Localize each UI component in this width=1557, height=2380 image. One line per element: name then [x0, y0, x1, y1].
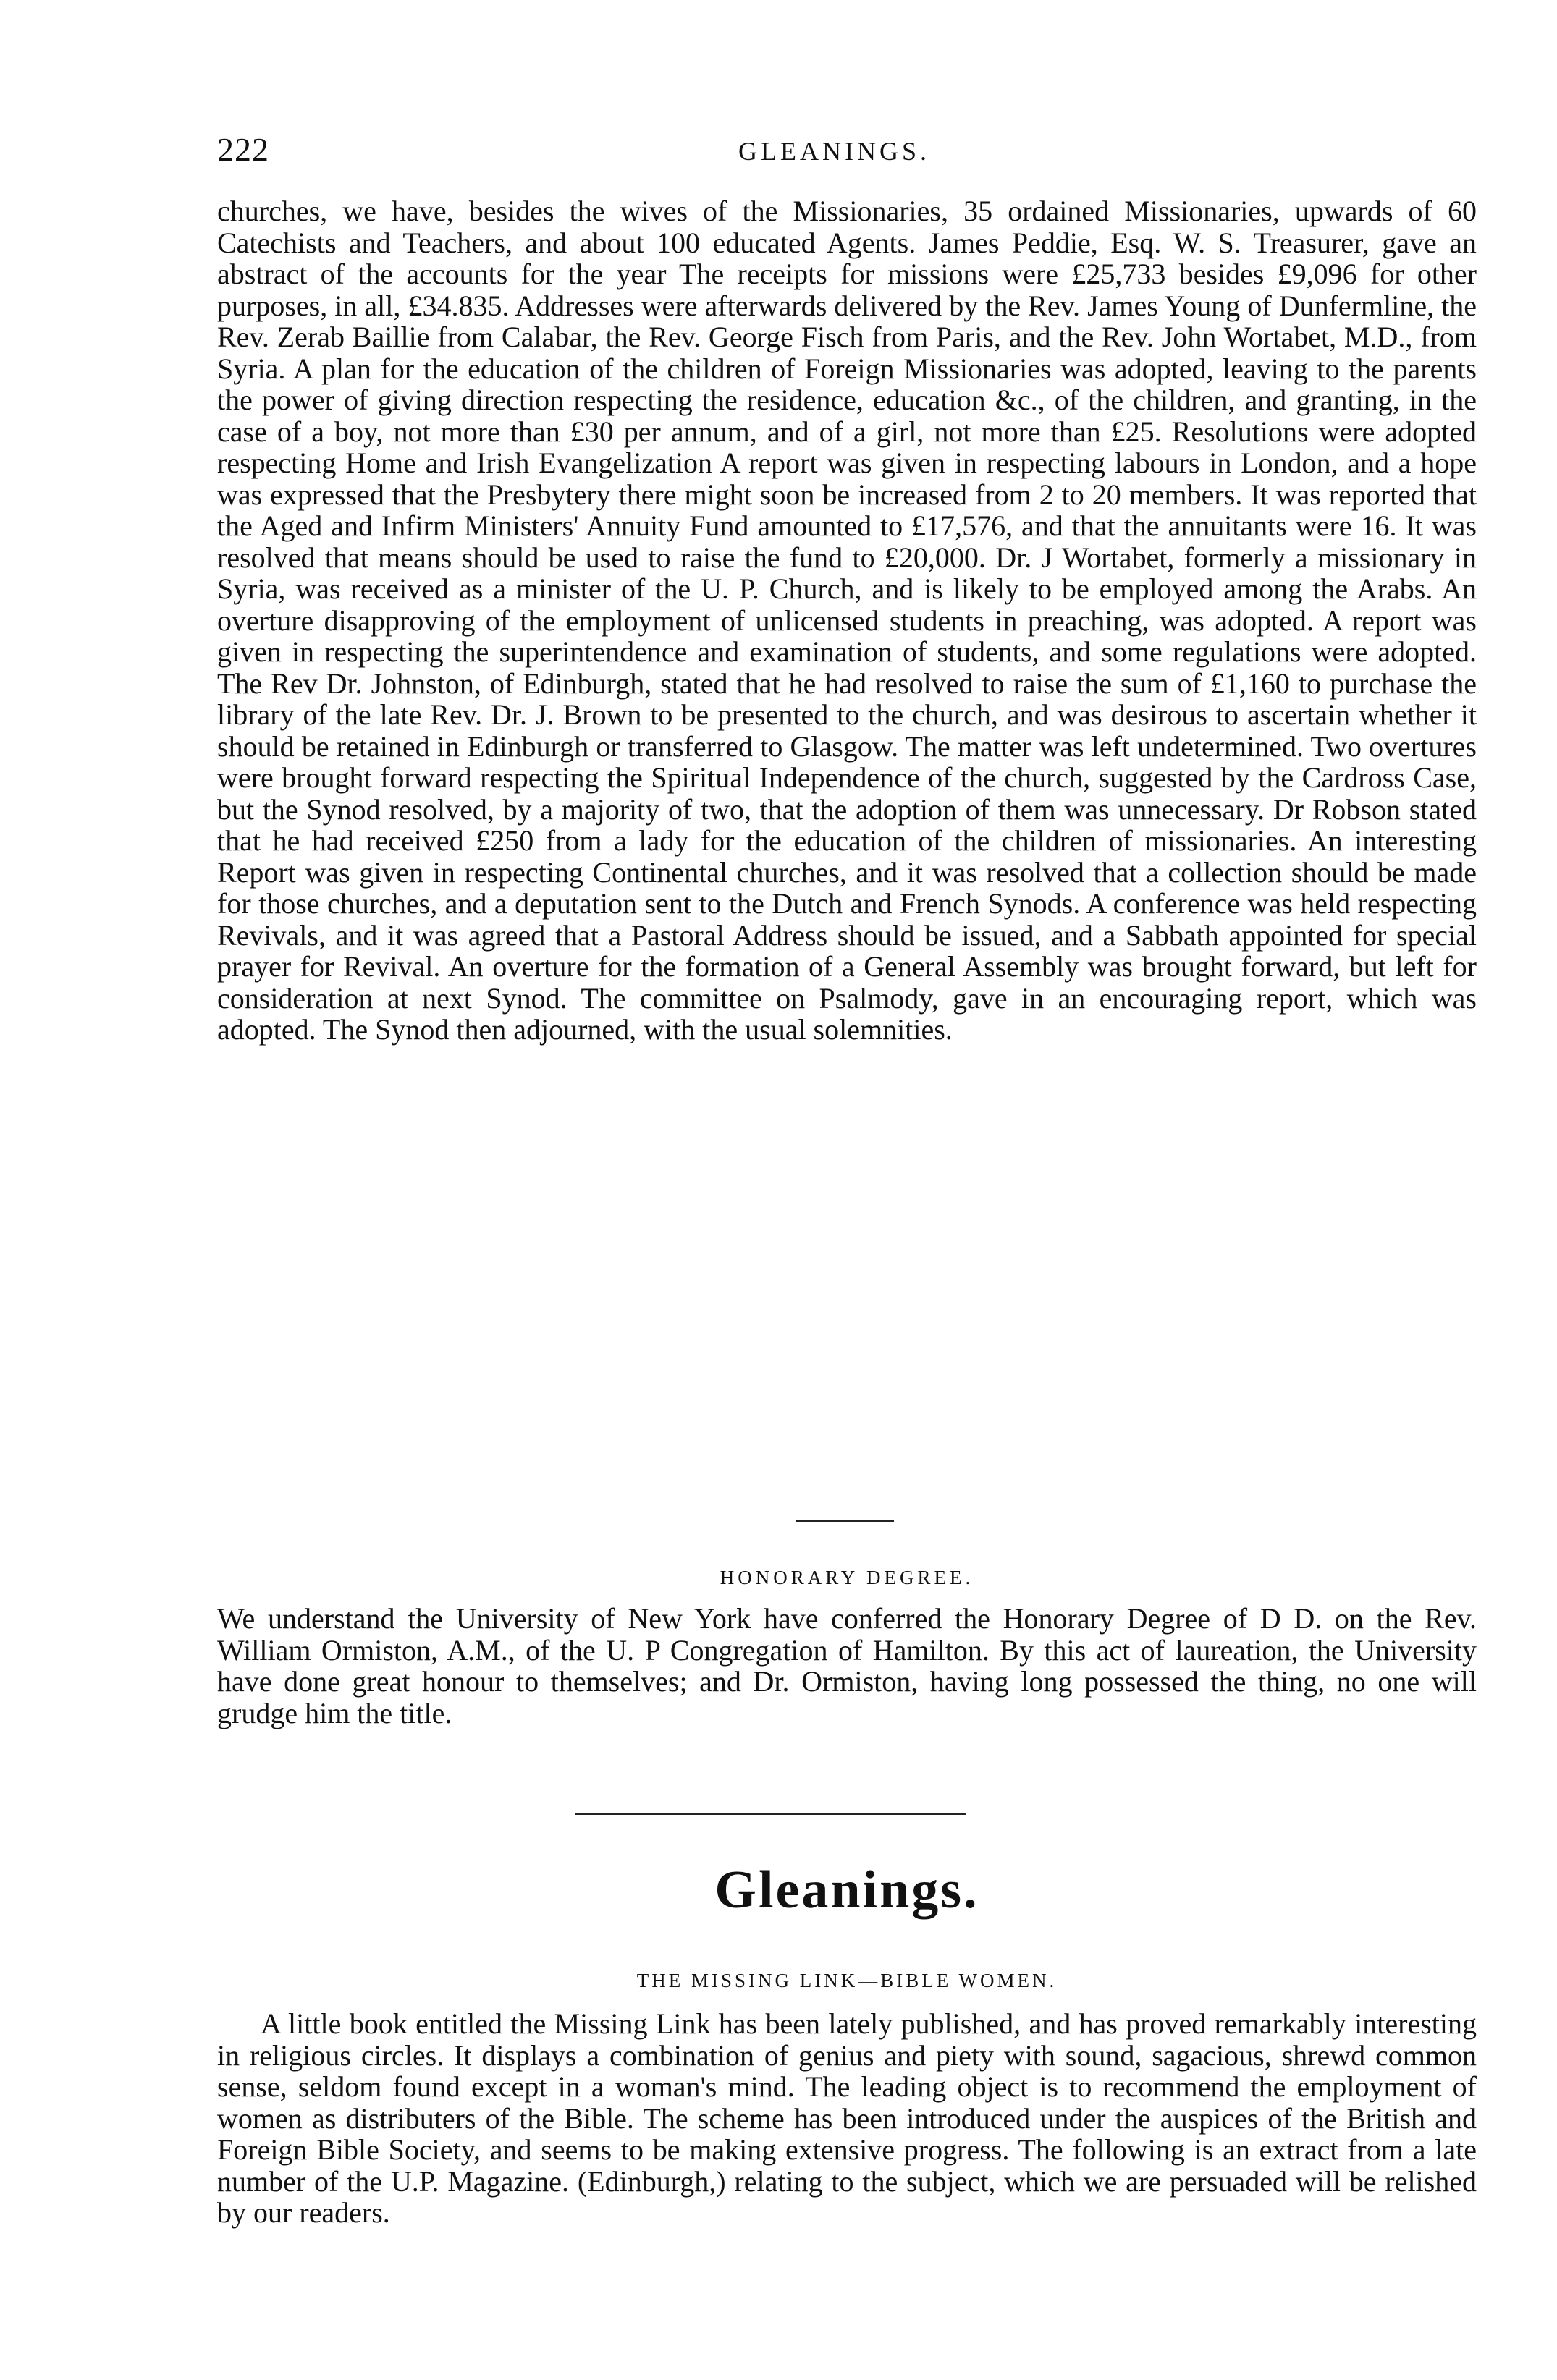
section-divider-short: [796, 1520, 894, 1522]
honorary-degree-paragraph: We understand the University of New York have conferred the Honorary Degree of D D. on the Rev. William Ormiston, A.M., of the U. P Congregation of Hamilton. By this act of laureation, the University have done great honour to themselves; and Dr. Ormiston, having long possessed the thing, no one will grudge him the title.: [217, 1602, 1477, 1729]
page-number: 222: [217, 131, 269, 168]
honorary-degree-heading: HONORARY DEGREE.: [720, 1567, 974, 1588]
missing-link-paragraph: A little book entitled the Missing Link has been lately published, and has proved remarkably interesting in religious circles. It displays a combination of genius and piety with sound, sagacious, shrewd common sense, seldom found except in a woman's mind. The leading object is to recommend the employment of women as distributers of the Bible. The scheme has been introduced under the auspices of the British and Foreign Bible Society, and seems to be making extensive progress. The following is an extract from a late number of the U.P. Magazine. (Edinburgh,) relating to the subject, which we are persuaded will be relished by our readers.: [217, 2007, 1477, 2229]
missing-link-heading: THE MISSING LINK—BIBLE WOMEN.: [636, 1970, 1058, 1991]
synod-report-paragraph: churches, we have, besides the wives of the Missionaries, 35 ordained Missionaries, upwards of 60 Catechists and Teachers, and about 100 educated Agents. James Peddie, Esq. W. S. Treasurer, gave an abstract of the accounts for the year The receipts for missions were £25,733 besides £9,096 for other purposes, in all, £34.835. Addresses were afterwards delivered by the Rev. James Young of Dunfermline, the Rev. Zerab Baillie from Calabar, the Rev. George Fisch from Paris, and the Rev. John Wortabet, M.D., from Syria. A plan for the education of the children of Foreign Missionaries was adopted, leaving to the parents the power of giving direction respecting the residence, education &c., of the children, and granting, in the case of a boy, not more than £30 per annum, and of a girl, not more than £25. Resolutions were adopted respecting Home and Irish Evangelization A report was given in respecting labours in London, and a hope was expressed that the Presbytery there might soon be increased from 2 to 20 members. It was reported that the Aged and Infirm Ministers' Annuity Fund amounted to £17,576, and that the annuitants were 16. It was resolved that means should be used to raise the fund to £20,000. Dr. J Wortabet, formerly a missionary in Syria, was received as a minister of the U. P. Church, and is likely to be employed among the Arabs. An overture disapproving of the employment of unlicensed students in preaching, was adopted. A report was given in respecting the superintendence and examination of students, and some regulations were adopted. The Rev Dr. Johnston, of Edinburgh, stated that he had resolved to raise the sum of £1,160 to purchase the library of the late Rev. Dr. J. Brown to be presented to the church, and was desirous to ascertain whether it should be retained in Edinburgh or transferred to Glasgow. The matter was left undetermined. Two overtures were brought forward respecting the Spiritual Independence of the church, suggested by the Cardross Case, but the Synod resolved, by a majority of two, that the adoption of them was unnecessary. Dr Robson stated that he had received £250 from a lady for the education of the children of missionaries. An interesting Report was given in respecting Continental churches, and it was resolved that a collection should be made for those churches, and a deputation sent to the Dutch and French Synods. A conference was held respecting Revivals, and it was agreed that a Pastoral Address should be issued, and a Sabbath appointed for special prayer for Revival. An overture for the formation of a General Assembly was brought forward, but left for consideration at next Synod. The committee on Psalmody, gave in an encouraging report, which was adopted. The Synod then adjourned, with the usual solemnities.: [217, 195, 1477, 1046]
section-divider-long: [575, 1813, 966, 1815]
running-head: GLEANINGS.: [738, 137, 930, 166]
page-header: [217, 130, 1477, 181]
gleanings-title: Gleanings.: [714, 1860, 979, 1920]
